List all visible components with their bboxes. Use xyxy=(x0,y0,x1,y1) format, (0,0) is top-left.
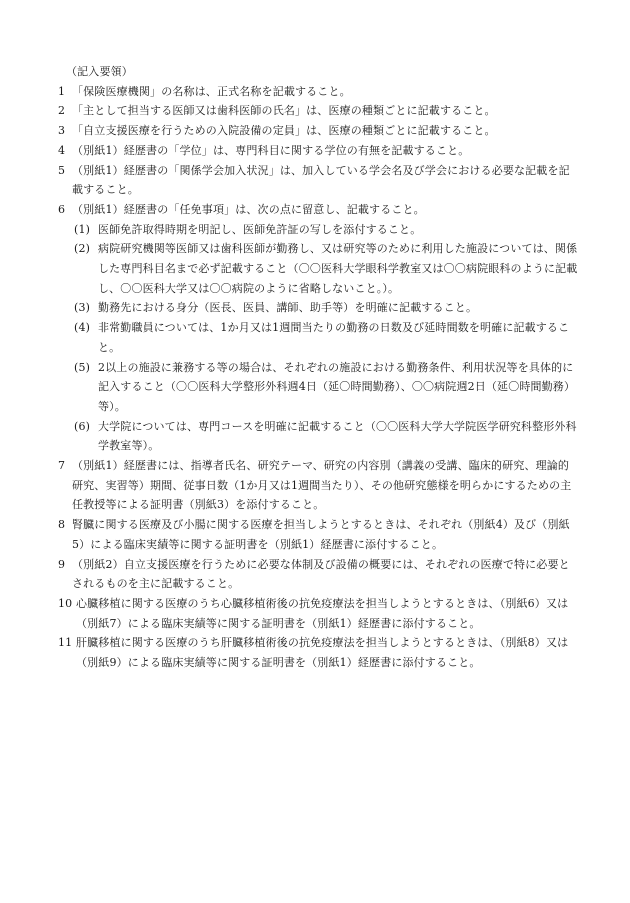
sub-item-text: 大学院については、専門コースを明確に記載すること（〇〇医科大学大学院医学研究科整形外科学教室等）。 xyxy=(98,419,577,453)
item-number: 2 xyxy=(58,104,66,118)
instruction-item-10 xyxy=(58,594,578,633)
item-number: 3 xyxy=(58,124,66,138)
item-text: 「保険医療機関」の名称は、正式名称を記載すること。 xyxy=(72,84,351,98)
item-text: （別紙1）経歴書には、指導者氏名、研究テーマ、研究の内容別（講義の受講、臨床的研究、理論的研究、実習等）期間、従事日数（1か月又は1週間当たり）、その他研究態様を明らかにするための主任教授等による証明書（別紙3）を添付すること。 xyxy=(72,459,572,512)
instruction-item-2 xyxy=(58,101,578,121)
item-text: （別紙1）経歴書の「任免事項」は、次の点に留意し、記載すること。 xyxy=(72,202,425,216)
sub-item-number: (6) xyxy=(74,419,91,433)
sub-item-6 xyxy=(58,417,578,456)
item-text: （別紙1）経歴書の「学位」は、専門科目に関する学位の有無を記載すること。 xyxy=(72,143,470,157)
item-number: 5 xyxy=(58,163,66,177)
instruction-item-4 xyxy=(58,141,578,161)
item-number: 8 xyxy=(58,518,66,532)
section-heading: （記入要領） xyxy=(66,65,133,78)
item-number: 9 xyxy=(58,557,66,571)
item-number: 10 xyxy=(58,596,73,610)
sub-item-text: 非常勤職員については、1か月又は1週間当たりの勤務の日数及び延時間数を明確に記載すること。 xyxy=(98,321,570,354)
sub-item-2 xyxy=(58,239,578,298)
sub-item-number: (2) xyxy=(74,242,91,256)
sub-item-number: (5) xyxy=(74,360,91,374)
instruction-item-5 xyxy=(58,161,578,200)
instruction-item-11 xyxy=(58,633,578,672)
sub-item-number: (3) xyxy=(74,301,91,315)
instruction-item-6 xyxy=(58,200,578,220)
item-number: 11 xyxy=(58,636,73,650)
sub-item-text: 勤務先における身分（医長、医員、講師、助手等）を明確に記載すること。 xyxy=(98,301,478,315)
instruction-item-8 xyxy=(58,515,578,554)
instruction-item-9 xyxy=(58,555,578,594)
instruction-item-3 xyxy=(58,121,578,141)
item-text: 腎臓に関する医療及び小腸に関する医療を担当しようとするときは、それぞれ（別紙4）及び（別紙5）による臨床実績等に関する証明書を（別紙1）経歴書に添付すること。 xyxy=(72,518,570,551)
item-text: 「自立支援医療を行うための入院設備の定員」は、医療の種類ごとに記載すること。 xyxy=(72,124,496,138)
item-text: （別紙2）自立支援医療を行うために必要な体制及び設備の概要には、それぞれの医療で特に必要とされるものを主に記載すること。 xyxy=(72,557,570,591)
sub-item-number: (4) xyxy=(74,321,91,335)
sub-item-text: 医師免許取得時期を明記し、医師免許証の写しを添付すること。 xyxy=(98,222,422,236)
sub-item-text: 2以上の施設に兼務する等の場合は、それぞれの施設における勤務条件、利用状況等を具体的に記入すること（〇〇医科大学整形外科週4日（延〇時間勤務）、〇〇病院週2日（延〇時間勤務）等）。 xyxy=(98,360,576,413)
sub-item-5 xyxy=(58,358,578,417)
item-number: 1 xyxy=(58,84,66,98)
sub-item-number: (1) xyxy=(74,222,91,236)
item-text: 心臓移植に関する医療のうち心臓移植術後の抗免疫療法を担当しようとするときは、（別紙6）又は（別紙7）による臨床実績等に関する証明書を（別紙1）経歴書に添付すること。 xyxy=(76,596,569,630)
sub-item-3 xyxy=(58,298,578,318)
instruction-item-1 xyxy=(58,82,578,102)
instructions-body xyxy=(58,62,578,673)
item-number: 7 xyxy=(58,459,66,473)
item-text: 「主として担当する医師又は歯科医師の氏名」は、医療の種類ごとに記載すること。 xyxy=(72,104,496,118)
item-number: 4 xyxy=(58,143,66,157)
sub-item-1 xyxy=(58,220,578,240)
sub-item-4 xyxy=(58,318,578,357)
instruction-item-7 xyxy=(58,456,578,515)
item-text: （別紙1）経歴書の「関係学会加入状況」は、加入している学会名及び学会における必要な記載を記載すること。 xyxy=(72,163,570,197)
sub-item-text: 病院研究機関等医師又は歯科医師が勤務し、又は研究等のために利用した施設については、関係した専門科目名まで必ず記載すること（〇〇医科大学眼科学教室又は〇〇病院眼科のように記載し、〇〇医科大学又は〇〇病院のように省略しないこと。）。 xyxy=(98,242,578,295)
item-number: 6 xyxy=(58,202,66,216)
item-text: 肝臓移植に関する医療のうち肝臓移植術後の抗免疫療法を担当しようとするときは、（別紙8）又は（別紙9）による臨床実績等に関する証明書を（別紙1）経歴書に添付すること。 xyxy=(76,636,569,670)
